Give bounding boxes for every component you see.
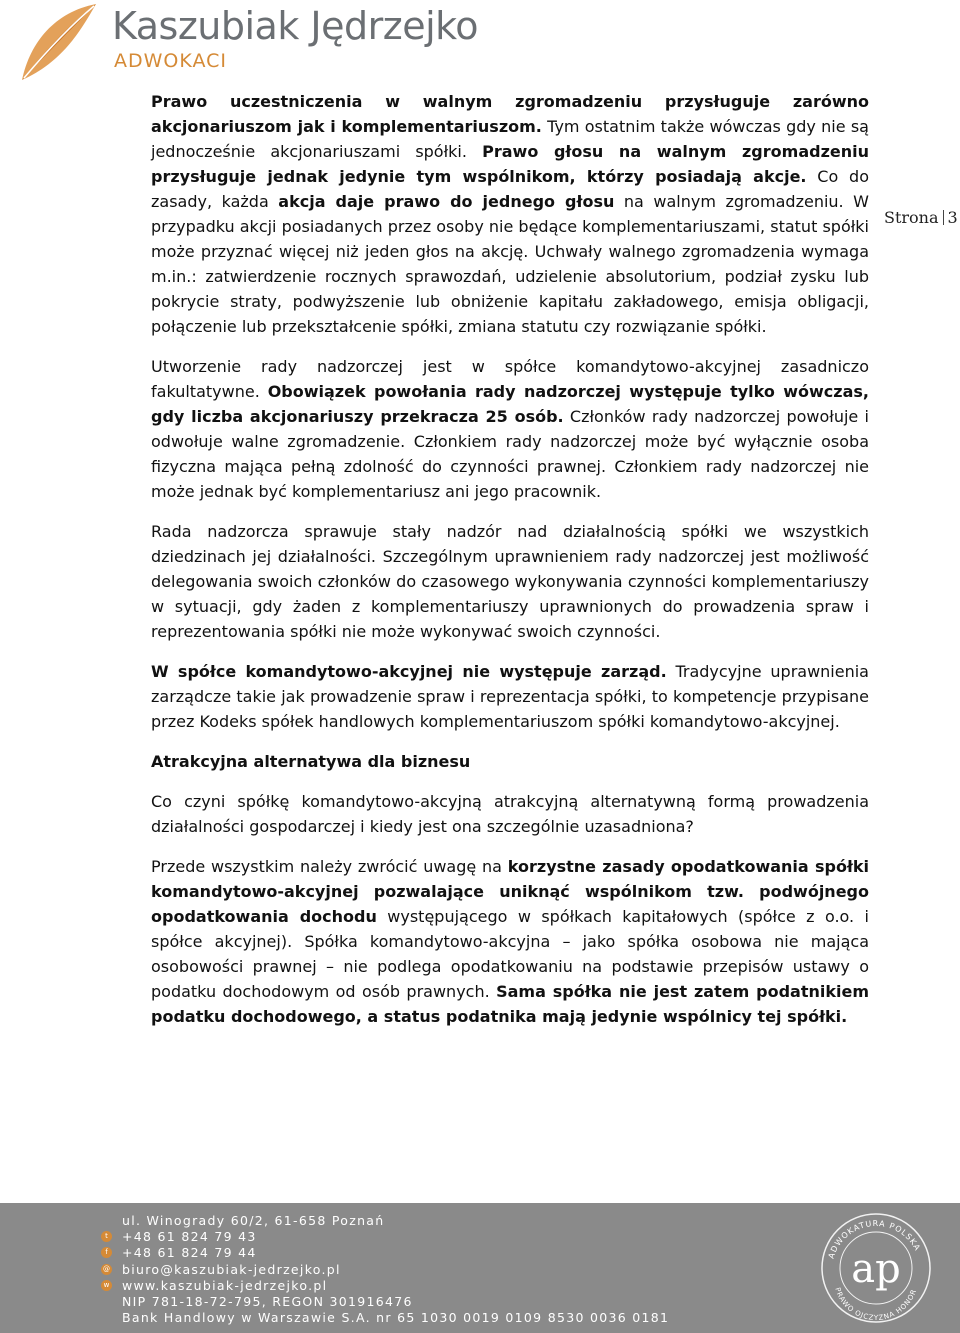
footer-website: w www.kaszubiak-jedrzejko.pl: [101, 1277, 669, 1293]
stylized-leaf-logo-icon: [10, 2, 100, 82]
paragraph-taxation: Przede wszystkim należy zwrócić uwagę na korzystne zasady opodatkowania spółki komandytowo-akcyjnej pozwalające uniknąć wspólnikom tzw. podwójnego opodatkowania dochodu występującego w spółkach kapitałowych (spółce z o.o. i spółce akcyjnej). Spółka komandytowo-akcyjna – jako spółka osobowa nie mająca osobowości prawnej – nie podlega opodatkowaniu na podstawie przepisów ustawy o podatku dochodowym od osób prawnych. Sama spółka nie jest zatem podatnikiem podatku dochodowego, a status podatnika mają jedynie wspólnicy tej spółki.: [151, 857, 870, 1026]
page-number-label: Strona: [884, 208, 939, 227]
footer-email: @ biuro@kaszubiak-jedrzejko.pl: [103, 1261, 341, 1277]
blank-icon: [101, 1215, 112, 1226]
seal-monogram: ap: [851, 1246, 901, 1292]
paragraph-question: Co czyni spółkę komandytowo-akcyjną atrakcyjną alternatywną formą prowadzenia działalności gospodarczej i kiedy jest ona szczególnie uzasadniona?: [151, 792, 869, 836]
fax-icon: f: [101, 1247, 112, 1258]
page-number: [884, 208, 958, 227]
seal-bottom-text: PRAWO OJCZYZNA HONOR: [833, 1286, 919, 1323]
page-number-divider: [943, 210, 944, 225]
footer-address: ul. Winogrady 60/2, 61-658 Poznań: [101, 1212, 669, 1228]
footer-phone: t +48 61 824 79 43: [101, 1228, 669, 1244]
blank-icon: [101, 1312, 112, 1323]
page-number-value: 3: [947, 208, 958, 227]
footer-bank-account: Bank Handlowy w Warszawie S.A. nr 65 1030 0019 0109 8530 0036 0181: [101, 1310, 669, 1326]
contact-details: [101, 1212, 669, 1326]
page-footer: [0, 1203, 960, 1333]
document-body: [151, 89, 869, 1044]
blank-icon: [101, 1296, 112, 1307]
paragraph-no-management-board: W spółce komandytowo-akcyjnej nie występuje zarząd. Tradycyjne uprawnienia zarządcze takie jak prowadzenie spraw i reprezentacja spółki, to kompetencje przypisane przez Kodeks spółek handlowych komplementariuszom spółki komandytowo-akcyjnej.: [151, 662, 869, 731]
section-heading: Atrakcyjna alternatywa dla biznesu: [151, 752, 471, 771]
paragraph-supervisory-board: Utworzenie rady nadzorczej jest w spółce komandytowo-akcyjnej zasadniczo fakultatywne. Obowiązek powołania rady nadzorczej występuje tylko wówczas, gdy liczba akcjonariuszy przekracza 25 osób. Członków rady nadzorczej powołuje i odwołuje walne zgromadzenie. Członkiem rady nadzorczej może być wyłącznie osoba fizyczna mająca pełną zdolność do czynności prawnej. Członkiem rady nadzorczej nie może jednak być komplementariusz ani jego pracownik.: [151, 357, 870, 501]
brand-name: Kaszubiak Jędrzejko: [112, 4, 479, 48]
email-icon: @: [103, 1264, 110, 1273]
web-icon: w: [101, 1280, 112, 1291]
seal-top-text: ADWOKATURA POLSKA: [826, 1218, 923, 1260]
footer-nip-regon: NIP 781-18-72-795, REGON 301916476: [101, 1293, 669, 1309]
brand-subtitle: ADWOKACI: [114, 50, 228, 72]
phone-icon: t: [101, 1231, 112, 1242]
page-header: [0, 0, 960, 85]
bar-association-seal-icon: [818, 1208, 933, 1326]
paragraph-board-supervision: Rada nadzorcza sprawuje stały nadzór nad działalnością spółki we wszystkich dziedzinach jej działalności. Szczególnym uprawnieniem rady nadzorczej jest możliwość delegowania swoich członków do czasowego wykonywania czynności komplementariuszy w sytuacji, gdy żaden z komplementariuszy uprawnionych do prowadzenia spraw i reprezentowania spółki nie może wykonywać swoich czynności.: [151, 522, 869, 641]
footer-fax: f +48 61 824 79 44: [101, 1245, 669, 1261]
paragraph-general-meeting: Prawo uczestniczenia w walnym zgromadzeniu przysługuje zarówno akcjonariuszom jak i komplementariuszom. Tym ostatnim także wówczas gdy nie są jednocześnie akcjonariuszami spółki. Prawo głosu na walnym zgromadzeniu przysługuje jednak jedynie tym wspólnikom, którzy posiadają akcje. Co do zasady, każda akcja daje prawo do jednego głosu na walnym zgromadzeniu. W przypadku akcji posiadanych przez osoby nie będące komplementariuszami, statut spółki może przyznać więcej niż jeden głos na akcję. Uchwały walnego zgromadzenia wymaga m.in.: zatwierdzenie rocznych sprawozdań, udzielenie absolutorium, podział zysku lub pokrycie straty, podwyższenie lub obniżenie kapitału zakładowego, emisja obligacji, połączenie lub przekształcenie spółki, zmiana statutu czy rozwiązanie spółki.: [151, 92, 870, 336]
